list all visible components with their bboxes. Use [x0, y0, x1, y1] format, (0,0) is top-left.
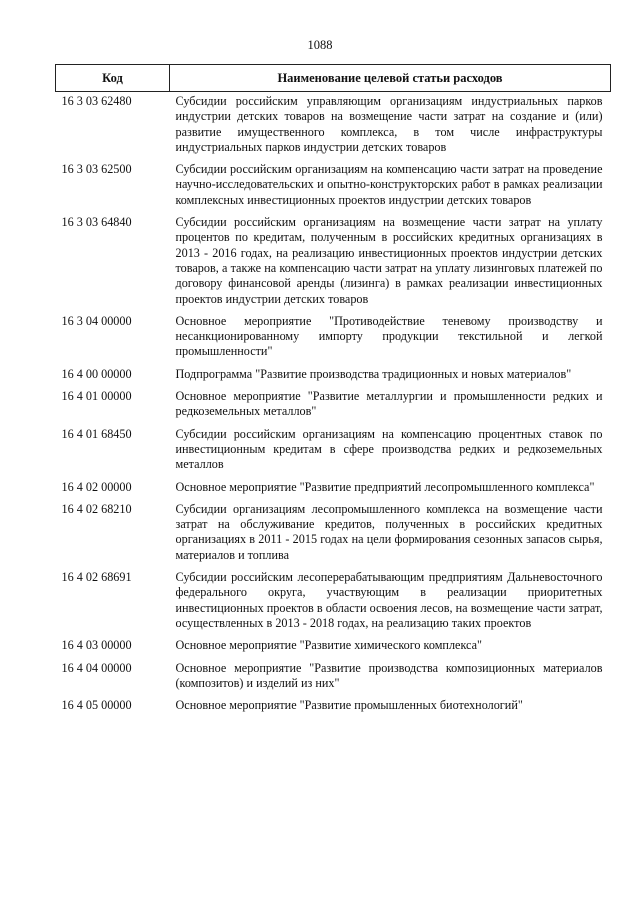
row-name: Субсидии российским организациям на компенсацию части затрат на проведение научно-исследовательских и опытно-конструкторских работ в рамках реализации комплексных инвестиционных проектов индустрии детских товаров: [175, 162, 603, 207]
table-row: [56, 425, 611, 478]
row-code: 16 4 02 00000: [61, 479, 132, 494]
row-code: 16 3 03 64840: [61, 215, 132, 230]
row-code: 16 3 03 62500: [61, 162, 132, 177]
table-row: [56, 312, 611, 365]
table-row: [56, 387, 611, 425]
table-row: [56, 213, 611, 312]
row-code: 16 4 02 68210: [61, 501, 132, 516]
row-name: Основное мероприятие "Противодействие теневому производству и несанкционированному импорту продукции текстильной и легкой промышленности": [175, 313, 603, 359]
row-code: 16 3 04 00000: [61, 313, 132, 328]
budget-classification-table: [55, 64, 611, 718]
page-number: 1088: [307, 38, 333, 52]
row-name: Субсидии российским организациям на возмещение части затрат на уплату процентов по кредитам, полученным в российских кредитных организациях в 2013 - 2016 годах, на реализацию инвестиционных проектов индустрии детских товаров, а также на компенсацию части затрат на уплату лизинговых платежей по договору финансовой аренды (лизинга) в рамках реализации инвестиционных проектов индустрии детских товаров: [175, 215, 603, 306]
row-code: 16 4 05 00000: [61, 698, 132, 713]
row-code: 16 4 03 00000: [61, 638, 132, 653]
row-code: 16 4 04 00000: [61, 660, 132, 675]
row-code: 16 4 01 00000: [61, 389, 132, 404]
table-row: [56, 659, 611, 697]
row-code: 16 4 00 00000: [61, 366, 132, 381]
table-row: [56, 636, 611, 658]
table-row: [56, 478, 611, 500]
table-body: [56, 92, 611, 719]
table-row: [56, 696, 611, 718]
column-header-code: Код: [56, 65, 170, 92]
table-header-row: [56, 65, 611, 92]
row-code: 16 4 01 68450: [61, 426, 132, 441]
row-name: Основное мероприятие "Развитие химического комплекса": [175, 638, 483, 653]
row-code: 16 3 03 62480: [61, 94, 132, 108]
column-header-name: Наименование целевой статьи расходов: [170, 65, 611, 92]
row-name: Субсидии российским лесоперерабатывающим предприятиям Дальневосточного федерального округа, участвующим в реализации приоритетных инвестиционных проектов в области освоения лесов, на возмещение части затрат, осуществленных в 2013 - 2018 годах, на реализацию таких проектов: [175, 570, 603, 630]
row-name: Основное мероприятие "Развитие производства композиционных материалов (композитов) и изделий из них": [175, 660, 603, 690]
row-name: Субсидии российским управляющим организациям индустриальных парков индустрии детских товаров на возмещение части затрат на создание и (или) развитие имущественного комплекса, в том числе инфраструктуры индустриальных парков индустрии детских товаров: [175, 94, 603, 154]
row-name: Основное мероприятие "Развитие промышленных биотехнологий": [175, 698, 523, 713]
table-row: [56, 365, 611, 387]
row-name: Субсидии организациям лесопромышленного комплекса на возмещение части затрат на обслуживание кредитов, полученных в российских кредитных организациях в 2011 - 2015 годах на цели формирования сезонных запасов сырья, материалов и топлива: [175, 501, 603, 562]
row-code: 16 4 02 68691: [61, 570, 132, 585]
table-row: [56, 568, 611, 636]
row-name: Основное мероприятие "Развитие предприятий лесопромышленного комплекса": [175, 479, 595, 494]
table-row: [56, 500, 611, 568]
table-row: [56, 160, 611, 213]
table-row: [56, 92, 611, 161]
row-name: Основное мероприятие "Развитие металлургии и промышленности редких и редкоземельных металлов": [175, 389, 603, 419]
row-name: Подпрограмма "Развитие производства традиционных и новых материалов": [175, 366, 572, 381]
row-name: Субсидии российским организациям на компенсацию процентных ставок по инвестиционным кредитам в сфере производства редких и редкоземельных металлов: [175, 426, 603, 472]
